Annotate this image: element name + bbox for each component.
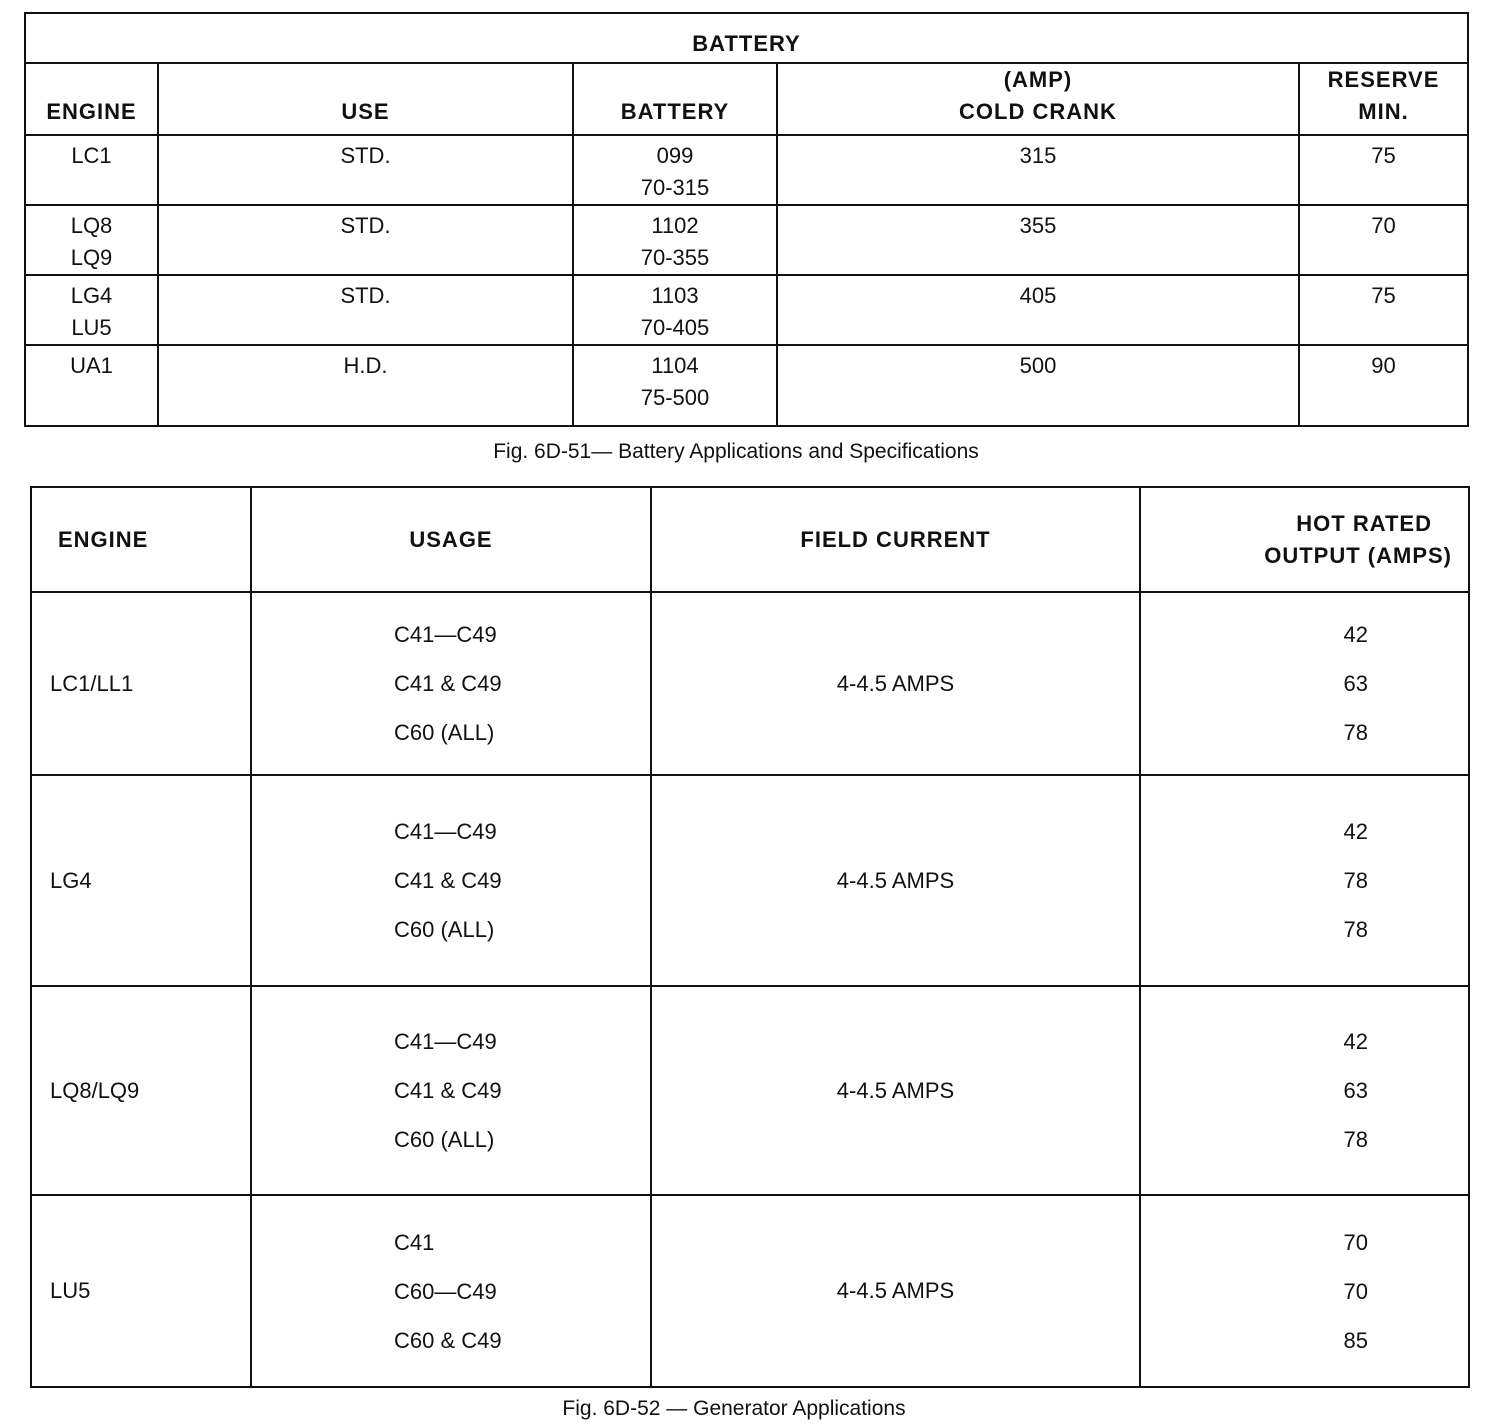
reserve-cell: 75	[1299, 135, 1468, 205]
hot-rated-value: 78	[1343, 720, 1368, 745]
reserve-cell: 75	[1299, 275, 1468, 345]
hot-rated-value: 70	[1343, 1229, 1368, 1255]
usage-item: C41—C49	[394, 819, 497, 844]
table-row	[25, 135, 1468, 205]
cold-crank-cell: 500	[777, 345, 1299, 426]
battery-table	[24, 12, 1469, 427]
header-battery: BATTERY	[573, 63, 777, 135]
battery-figure-caption: Fig. 6D-51— Battery Applications and Specifications	[493, 440, 979, 463]
reserve-cell: 90	[1299, 345, 1468, 426]
header-usage: USAGE	[251, 487, 651, 592]
engine-code: UA1	[70, 353, 113, 378]
battery-model: 75-500	[640, 385, 710, 410]
battery-model: 70-315	[640, 175, 710, 200]
engine-code: LG4	[70, 283, 113, 308]
usage-item: C60 & C49	[394, 1327, 502, 1353]
hot-rated-value: 63	[1343, 1078, 1368, 1103]
battery-cell	[573, 205, 777, 275]
hot-rated-value: 42	[1343, 1029, 1368, 1054]
header-use: USE	[158, 63, 573, 135]
battery-cell	[573, 275, 777, 345]
use-cell: H.D.	[158, 345, 573, 426]
engine-code: LC1	[71, 143, 112, 168]
usage-item: C41—C49	[394, 1029, 497, 1054]
hot-rated-cell	[1140, 1195, 1469, 1387]
battery-model: 1104	[651, 353, 699, 378]
usage-cell	[251, 592, 651, 775]
table-row	[31, 1195, 1469, 1387]
header-engine: ENGINE	[31, 487, 251, 592]
usage-item: C60 (ALL)	[394, 917, 495, 942]
header-reserve-line2: MIN.	[1358, 99, 1409, 124]
engine-cell	[25, 275, 158, 345]
engine-cell: LG4	[31, 775, 251, 986]
battery-model: 1103	[651, 283, 699, 308]
field-current-cell: 4-4.5 AMPS	[651, 775, 1140, 986]
use-cell: STD.	[158, 205, 573, 275]
usage-item: C41 & C49	[394, 671, 502, 696]
use-cell: STD.	[158, 135, 573, 205]
engine-cell	[25, 205, 158, 275]
hot-rated-value: 78	[1343, 917, 1368, 942]
usage-cell	[251, 986, 651, 1195]
engine-cell: LC1/LL1	[31, 592, 251, 775]
hot-rated-value: 42	[1343, 819, 1368, 844]
engine-cell: LU5	[31, 1195, 251, 1387]
table-row	[31, 592, 1469, 775]
header-field-current: FIELD CURRENT	[651, 487, 1140, 592]
table-row	[31, 775, 1469, 986]
reserve-cell: 70	[1299, 205, 1468, 275]
battery-table-title: BATTERY	[25, 13, 1468, 63]
cold-crank-cell: 355	[777, 205, 1299, 275]
field-current-cell: 4-4.5 AMPS	[651, 986, 1140, 1195]
header-reserve-line1: RESERVE	[1327, 67, 1440, 92]
engine-code: LU5	[71, 315, 112, 340]
engine-cell	[25, 135, 158, 205]
use-cell: STD.	[158, 275, 573, 345]
header-cold-crank-line1: (AMP)	[1003, 67, 1073, 92]
usage-item: C41 & C49	[394, 868, 502, 893]
hot-rated-value: 78	[1343, 868, 1368, 893]
header-engine: ENGINE	[25, 63, 158, 135]
field-current-cell: 4-4.5 AMPS	[651, 592, 1140, 775]
table-row	[25, 205, 1468, 275]
usage-item: C60 (ALL)	[394, 1127, 495, 1152]
hot-rated-value: 70	[1343, 1278, 1368, 1304]
battery-cell	[573, 345, 777, 426]
table-row	[25, 345, 1468, 426]
header-cold-crank-line2: COLD CRANK	[959, 99, 1117, 124]
hot-rated-cell	[1140, 592, 1469, 775]
field-current-cell: 4-4.5 AMPS	[651, 1195, 1140, 1387]
usage-item: C41	[394, 1229, 435, 1255]
usage-cell	[251, 1195, 651, 1387]
header-cold-crank	[777, 63, 1299, 135]
battery-cell	[573, 135, 777, 205]
usage-item: C41 & C49	[394, 1078, 502, 1103]
table-row	[25, 275, 1468, 345]
usage-item: C60 (ALL)	[394, 720, 495, 745]
battery-model: 70-355	[640, 245, 710, 270]
engine-cell	[25, 345, 158, 426]
generator-table	[30, 486, 1470, 1388]
hot-rated-value: 42	[1343, 622, 1368, 647]
header-hot-rated-line2: OUTPUT (AMPS)	[1264, 542, 1452, 568]
header-hot-rated-output	[1140, 487, 1469, 592]
usage-cell	[251, 775, 651, 986]
battery-model: 70-405	[640, 315, 710, 340]
hot-rated-value: 63	[1343, 671, 1368, 696]
table-row	[31, 986, 1469, 1195]
cold-crank-cell: 315	[777, 135, 1299, 205]
cold-crank-cell: 405	[777, 275, 1299, 345]
hot-rated-cell	[1140, 775, 1469, 986]
engine-code: LQ8	[70, 213, 113, 238]
engine-cell: LQ8/LQ9	[31, 986, 251, 1195]
engine-code: LQ9	[70, 245, 113, 270]
header-reserve	[1299, 63, 1468, 135]
hot-rated-value: 78	[1343, 1127, 1368, 1152]
hot-rated-cell	[1140, 986, 1469, 1195]
usage-item: C60—C49	[394, 1278, 497, 1304]
usage-item: C41—C49	[394, 622, 497, 647]
header-hot-rated-line1: HOT RATED	[1296, 510, 1432, 536]
generator-figure-caption: Fig. 6D-52 — Generator Applications	[562, 1397, 906, 1420]
hot-rated-value: 85	[1343, 1327, 1368, 1353]
battery-model: 1102	[651, 213, 699, 238]
battery-model: 099	[656, 143, 694, 168]
